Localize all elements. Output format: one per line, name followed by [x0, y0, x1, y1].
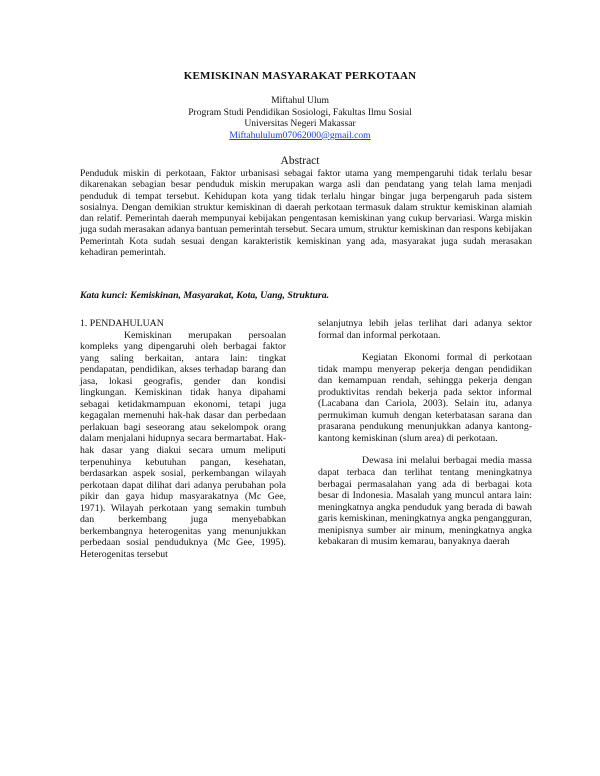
intro-paragraph-1: Kemiskinan merupakan persoalan kompleks yang dipengaruhi oleh berbagai faktor yang saling berkaitan, antara lain: tingkat pendapatan, pendidikan, akses terhadap barang dan jasa, lokasi geografis, gender dan kondisi lingkungan. Kemiskinan tidak hanya dipahami sebagai ketidakmampuan ekonomi, tetapi juga kegagalan memenuhi hak-hak dasar dan perbedaan perlakuan bagi seseorang atau sekelompok orang dalam menjalani hidupnya secara bermartabat. Hak-hak dasar yang diakui secara umum meliputi terpenuhinya kebutuhan pangan, kesehatan, berdasarkan aspek sosial, perkembangan wilayah perkotaan dapat dilihat dari adanya perubahan pola pikir dan gaya hidup masyarakatnya (Mc Gee, 1971). Wilayah perkotaan yang semakin tumbuh dan berkembang juga menyebabkan berkembangnya heterogenitas yang menunjukkan perbedaan sosial penduduknya (Mc Gee, 1995). Heterogenitas tersebut: [80, 329, 286, 560]
intro-paragraph-3: Dewasa ini melalui berbagai media massa dapat terbaca dan terlihat tentang meningkatnya berbagai permasalahan yang ada di berbagai kota besar di Indonesia. Masalah yang muncul antara lain: meningkatnya angka penduduk yang berada di bawah garis kemiskinan, meningkatnya angka pengangguran, menipisnya sumber air minum, meningkatnya angka kebakaran di musim kemarau, banyaknya daerah: [318, 455, 532, 548]
author-block: [0, 95, 600, 141]
keywords: Kata kunci: Kemiskinan, Masyarakat, Kota, Uang, Struktura.: [80, 290, 330, 301]
section-heading: 1. PENDAHULUAN: [80, 318, 164, 329]
abstract-text: Penduduk miskin di perkotaan, Faktor urbanisasi sebagai faktor utama yang mempengaruhi tidak terlalu besar dikarenakan sebagian besar penduduk miskin merupakan warga asli dan pendatang yang telah lama menjadi penduduk di tempat tersebut. Kehidupan kota yang tidak terlalu hingar bingar juga berpengaruh pada sistem sosialnya. Dengan demikian struktur kemiskinan di daerah perkotaan termasuk dalam struktur kemiskinan alamiah dan relatif. Pemerintah daerah mempunyai kebijakan pengentasan kemiskinan yang cukup bervariasi. Warga miskin juga sudah merasakan adanya bantuan pemerintah tersebut. Secara umum, struktur kemiskinan dan respons kebijakan Pemerintah Kota sudah sesuai dengan karakteristik kemiskinan yang ada, masyarakat juga sudah merasakan kehadiran pemerintah.: [80, 168, 532, 259]
paper-title: KEMISKINAN MASYARAKAT PERKOTAAN: [183, 70, 417, 82]
author-name: Miftahul Ulum: [271, 95, 329, 106]
intro-paragraph-2: Kegiatan Ekonomi formal di perkotaan tidak mampu menyerap pekerja dengan pendidikan dan kemampuan rendah, sehingga pekerja dengan produktivitas rendah bekerja pada sektor informal (Lacabana dan Cariola, 2003). Selain itu, adanya permukiman kumuh dengan keterbatasan sarana dan prasarana pendukung menunjukkan adanya kantong-kantong kemiskinan (slum area) di perkotaan.: [318, 352, 532, 444]
column-left: [80, 318, 286, 560]
column-right: [318, 318, 532, 548]
author-university: Universitas Negeri Makassar: [244, 118, 356, 130]
abstract-heading: Abstract: [280, 155, 320, 167]
intro-paragraph-1-continued: selanjutnya lebih jelas terlihat dari adanya sektor formal dan informal perkotaan.: [318, 318, 532, 341]
author-program: Program Studi Pendidikan Sosiologi, Fakultas Ilmu Sosial: [188, 106, 412, 118]
author-email-link[interactable]: Miftahululum07062000@gmail.com: [229, 129, 371, 141]
